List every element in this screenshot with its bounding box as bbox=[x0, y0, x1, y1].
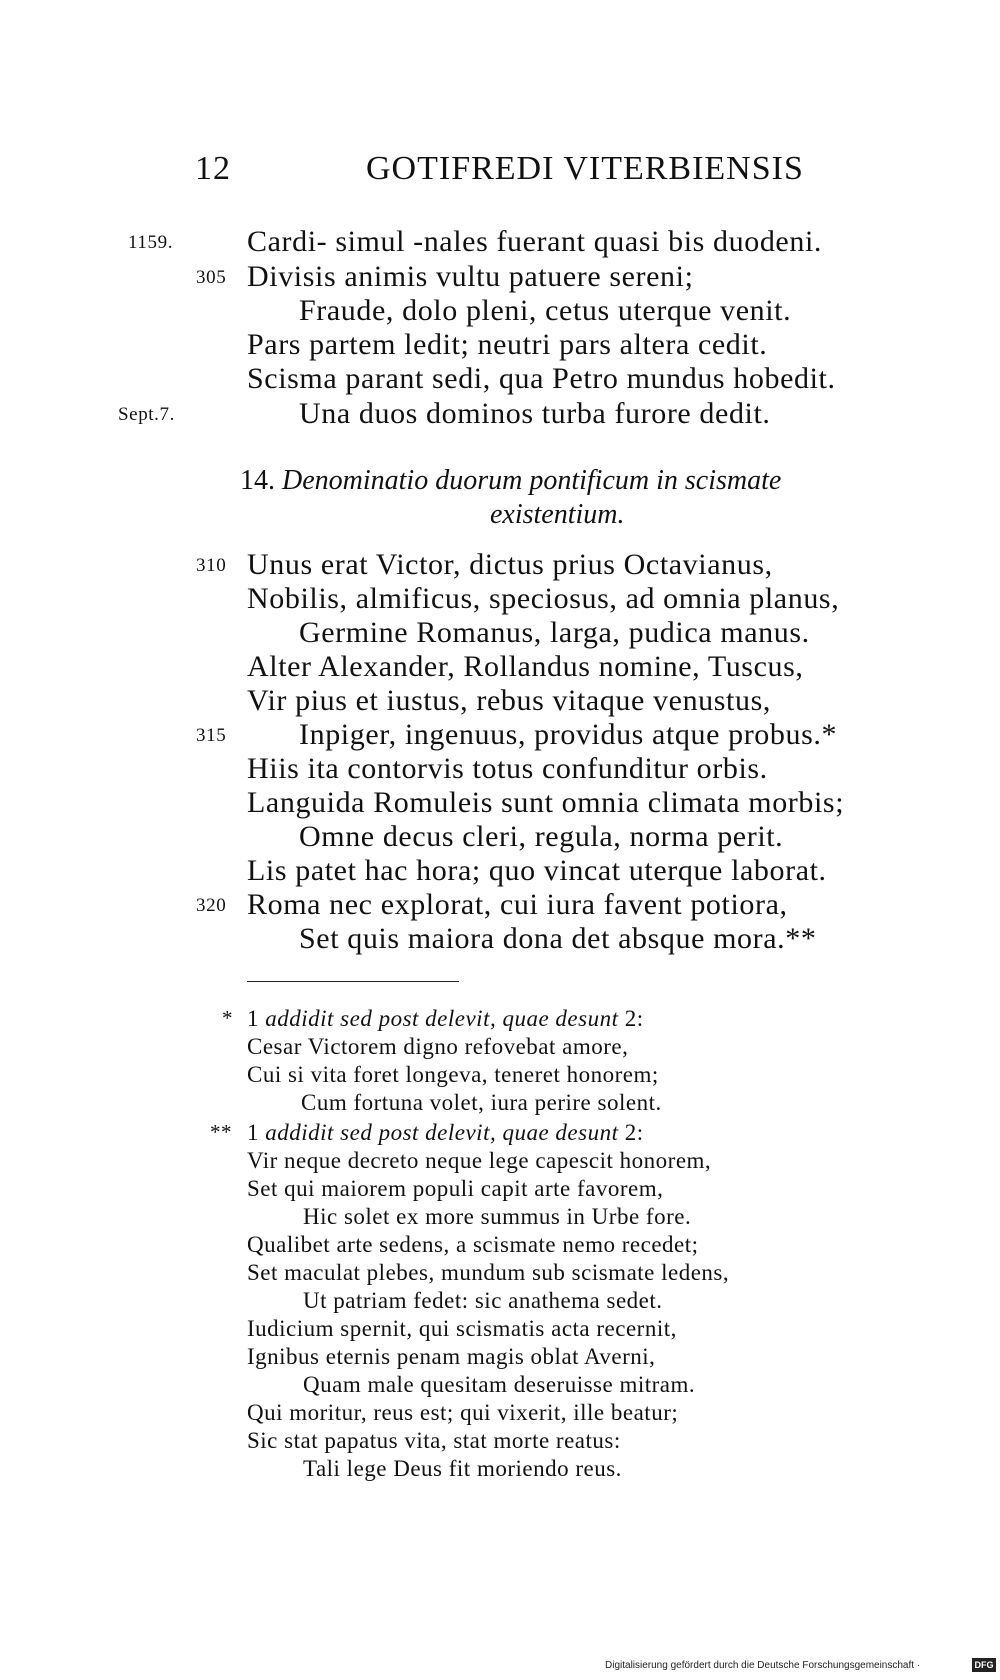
footnote-text: Sic stat papatus vita, stat morte reatus: bbox=[247, 1428, 621, 1453]
footnote-text: Qui moritur, reus est; qui vixerit, ille beatur; bbox=[247, 1400, 679, 1425]
footnote-line bbox=[0, 1288, 1000, 1316]
footnote-intro-tail: 2: bbox=[624, 1006, 644, 1031]
verse-line bbox=[0, 328, 1000, 362]
verse-text: Hiis ita contorvis totus confunditur orbis. bbox=[247, 752, 768, 785]
footnote-text: Ignibus eternis penam magis oblat Averni, bbox=[247, 1344, 656, 1369]
verse-text: Vir pius et iustus, rebus vitaque venustus, bbox=[247, 684, 771, 717]
footnote-heading bbox=[0, 1120, 1000, 1148]
footnote-text: Iudicium spernit, qui scismatis acta recernit, bbox=[247, 1316, 677, 1341]
verse-line bbox=[0, 684, 1000, 718]
footnote-text: Vir neque decreto neque lege capescit honorem, bbox=[247, 1148, 712, 1173]
footnote-text: Ut patriam fedet: sic anathema sedet. bbox=[303, 1288, 663, 1313]
verse-text: Germine Romanus, larga, pudica manus. bbox=[299, 616, 810, 649]
verse-line bbox=[0, 294, 1000, 328]
verse-text: Una duos dominos turba furore dedit. bbox=[299, 397, 771, 430]
footnote-line bbox=[0, 1400, 1000, 1428]
footnote-text: Cum fortuna volet, iura perire solent. bbox=[301, 1090, 662, 1115]
verse-line bbox=[0, 922, 1000, 956]
verse-text: Set quis maiora dona det absque mora.** bbox=[299, 922, 817, 955]
footnote-text: Tali lege Deus fit moriendo reus. bbox=[303, 1456, 622, 1481]
verse-line bbox=[0, 650, 1000, 684]
footnote-text: Cui si vita foret longeva, teneret honorem; bbox=[247, 1062, 659, 1087]
footnote-intro: addidit sed post delevit, quae desunt bbox=[265, 1120, 619, 1145]
section-title-line1: Denominatio duorum pontificum in scismate bbox=[282, 465, 782, 496]
footnote-line bbox=[0, 1148, 1000, 1176]
footnote-line bbox=[0, 1062, 1000, 1090]
margin-date: Sept.7. bbox=[118, 404, 175, 425]
verse-text: Nobilis, almificus, speciosus, ad omnia planus, bbox=[247, 582, 840, 615]
verse-text: Languida Romuleis sunt omnia climata morbis; bbox=[247, 786, 845, 819]
verse-text: Unus erat Victor, dictus prius Octavianus, bbox=[247, 548, 773, 581]
verse-line bbox=[0, 548, 1000, 582]
footnote-line bbox=[0, 1456, 1000, 1484]
section-title-line2: existentium. bbox=[490, 499, 625, 530]
digitization-credit: Digitalisierung gefördert durch die Deutsche Forschungsgemeinschaft · bbox=[605, 1660, 921, 1671]
footnote-text: Hic solet ex more summus in Urbe fore. bbox=[303, 1204, 692, 1229]
verse-line bbox=[0, 820, 1000, 854]
verse-line bbox=[0, 752, 1000, 786]
verse-text: Pars partem ledit; neutri pars altera cedit. bbox=[247, 328, 768, 361]
footnote-line bbox=[0, 1204, 1000, 1232]
verse-text: Inpiger, ingenuus, providus atque probus.* bbox=[299, 718, 838, 751]
line-number: 305 bbox=[196, 267, 227, 288]
verse-text: Cardi- simul -nales fuerant quasi bis duodeni. bbox=[247, 225, 822, 258]
verse-text: Divisis animis vultu patuere sereni; bbox=[247, 260, 694, 293]
footnote-mark: ** bbox=[210, 1120, 232, 1144]
verse-line bbox=[0, 225, 1000, 259]
footnote-text: Qualibet arte sedens, a scismate nemo recedet; bbox=[247, 1232, 699, 1257]
verse-text: Alter Alexander, Rollandus nomine, Tuscus, bbox=[247, 650, 804, 683]
footnote-text: Quam male quesitam deseruisse mitram. bbox=[303, 1372, 696, 1397]
verse-line bbox=[0, 718, 1000, 752]
footnote-line bbox=[0, 1232, 1000, 1260]
dfg-logo: DFG bbox=[972, 1658, 996, 1672]
page-number: 12 bbox=[195, 150, 231, 187]
verse-line bbox=[0, 888, 1000, 922]
margin-date: 1159. bbox=[128, 232, 174, 253]
verse-line bbox=[0, 582, 1000, 616]
verse-line bbox=[0, 260, 1000, 294]
footnote-line bbox=[0, 1260, 1000, 1288]
line-number: 320 bbox=[196, 895, 227, 916]
verse-line bbox=[0, 362, 1000, 396]
footnote-intro-tail: 2: bbox=[624, 1120, 644, 1145]
section-number: 14. bbox=[240, 465, 275, 496]
verse-text: Omne decus cleri, regula, norma perit. bbox=[299, 820, 784, 853]
verse-line bbox=[0, 786, 1000, 820]
line-number: 315 bbox=[196, 725, 227, 746]
footnote-text: Cesar Victorem digno refovebat amore, bbox=[247, 1034, 629, 1059]
verse-line bbox=[0, 616, 1000, 650]
footnote-line bbox=[0, 1344, 1000, 1372]
footnote-heading bbox=[0, 1006, 1000, 1034]
verse-line bbox=[0, 854, 1000, 888]
footnote-line bbox=[0, 1428, 1000, 1456]
page-header bbox=[0, 150, 1000, 190]
running-title: GOTIFREDI VITERBIENSIS bbox=[366, 150, 804, 187]
verse-text: Fraude, dolo pleni, cetus uterque venit. bbox=[299, 294, 792, 327]
footnote-line bbox=[0, 1372, 1000, 1400]
footnote-intro: addidit sed post delevit, quae desunt bbox=[265, 1006, 619, 1031]
verse-line bbox=[0, 397, 1000, 431]
footnote-manuscript-number: 1 bbox=[247, 1120, 259, 1145]
line-number: 310 bbox=[196, 555, 227, 576]
footnote-line bbox=[0, 1176, 1000, 1204]
verse-text: Roma nec explorat, cui iura favent potiora, bbox=[247, 888, 788, 921]
footnote-separator bbox=[247, 981, 459, 982]
footnote-text: Set maculat plebes, mundum sub scismate ledens, bbox=[247, 1260, 730, 1285]
verse-text: Scisma parant sedi, qua Petro mundus hobedit. bbox=[247, 362, 836, 395]
footnote-manuscript-number: 1 bbox=[247, 1006, 259, 1031]
verse-text: Lis patet hac hora; quo vincat uterque laborat. bbox=[247, 854, 827, 887]
footnote-text: Set qui maiorem populi capit arte favorem, bbox=[247, 1176, 664, 1201]
footnote-line bbox=[0, 1034, 1000, 1062]
footnote-line bbox=[0, 1090, 1000, 1118]
footnote-mark: * bbox=[222, 1006, 233, 1030]
footnote-line bbox=[0, 1316, 1000, 1344]
